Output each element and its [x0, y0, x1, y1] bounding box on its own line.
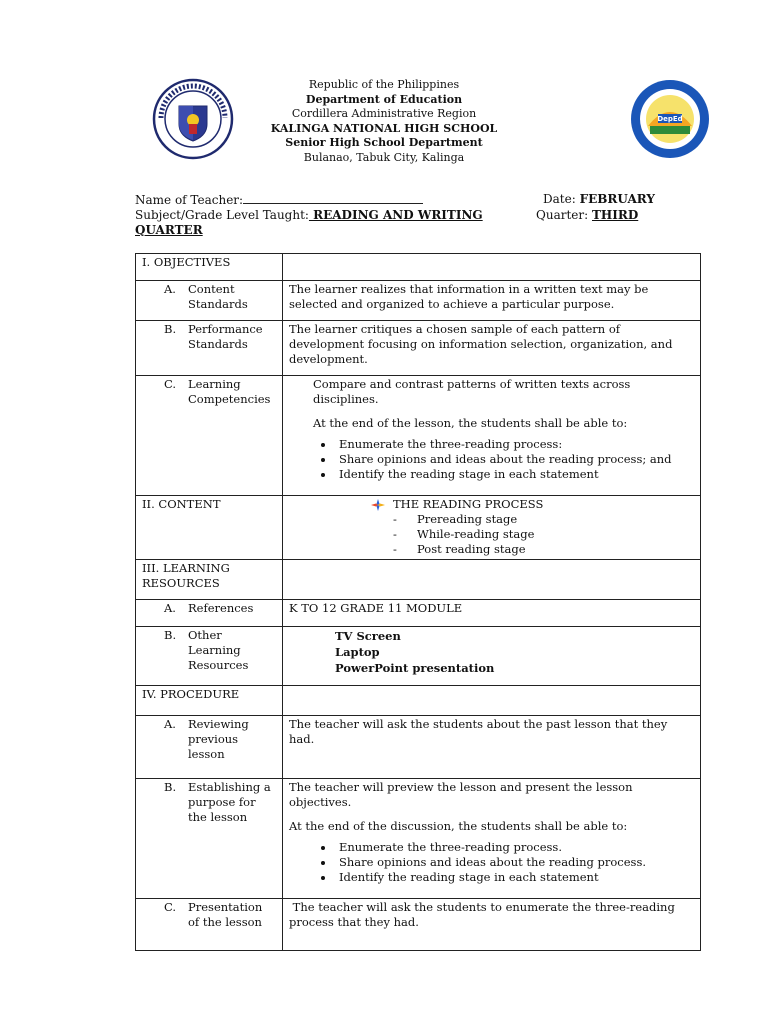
header-region: Cordillera Administrative Region [291, 107, 477, 120]
header-shs-department: Senior High School Department [285, 136, 483, 149]
content-cell [283, 496, 701, 560]
deped-badge-text: DepEd [657, 115, 683, 123]
content-row [136, 496, 701, 560]
references-label: References [188, 601, 254, 615]
performance-standards-row [136, 321, 701, 376]
subject-label: Subject/Grade Level Taught: [135, 208, 309, 222]
learning-competencies-cell [136, 376, 283, 496]
presentation-text: The teacher will ask the students to enumerate the three-reading process that they had. [283, 899, 701, 951]
other-resources-cell [136, 627, 283, 686]
learning-competencies-label: Learning Competencies [188, 377, 271, 406]
objectives-blank [283, 254, 701, 281]
quarter-label: Quarter: [536, 208, 589, 222]
content-standards-text: The learner realizes that information in a written text may be selected and organized to achieve a particular purpose. [283, 281, 701, 321]
list-item: • Enumerate the three-reading process: [335, 437, 694, 452]
quarter-word: QUARTER [135, 223, 203, 237]
subject-value: READING AND WRITING [308, 208, 483, 222]
list-item: PowerPoint presentation [335, 661, 495, 675]
list-item: - Post reading stage [393, 542, 694, 557]
lesson-plan-table [135, 253, 701, 951]
reviewing-cell [136, 716, 283, 779]
purpose-text: The teacher will preview the lesson and present the lesson objectives. [289, 780, 633, 809]
objectives-row [136, 254, 701, 281]
quarter-value: THIRD [592, 208, 639, 222]
header-department: Department of Education [305, 92, 463, 106]
subject-line [135, 208, 483, 222]
learning-resources-row [136, 560, 701, 600]
quarter-line [536, 208, 638, 222]
procedure-heading: IV. PROCEDURE [136, 686, 283, 716]
establishing-purpose-row [136, 779, 701, 899]
learning-resources-blank [283, 560, 701, 600]
content-standards-label: Content Standards [188, 282, 248, 311]
references-cell [136, 600, 283, 627]
competency-list [289, 437, 694, 482]
learning-competencies-row [136, 376, 701, 496]
content-heading: II. CONTENT [136, 496, 283, 560]
references-row [136, 600, 701, 627]
procedure-row [136, 686, 701, 716]
establishing-purpose-label: Establishing a purpose for the lesson [188, 780, 271, 824]
list-item: • Enumerate the three-reading process. [335, 840, 694, 855]
performance-standards-label: Performance Standards [188, 322, 263, 351]
list-item: Laptop [335, 645, 380, 659]
list-item: • Share opinions and ideas about the reading process; and [335, 452, 694, 467]
reviewing-text: The teacher will ask the students about the past lesson that they had. [283, 716, 701, 779]
other-resources-row [136, 627, 701, 686]
presentation-cell [136, 899, 283, 951]
reviewing-label: Reviewing previous lesson [188, 717, 249, 761]
presentation-row [136, 899, 701, 951]
item-letter: A. [164, 717, 176, 731]
reading-stage-list [289, 512, 694, 557]
presentation-label: Presentation of the lesson [188, 900, 263, 929]
compass-star-icon [371, 499, 385, 511]
header-republic: Republic of the Philippines [308, 78, 460, 91]
reviewing-row [136, 716, 701, 779]
purpose-list [289, 840, 694, 885]
performance-standards-text: The learner critiques a chosen sample of each pattern of development focusing on information selection, organization, and development. [283, 321, 701, 376]
establishing-purpose-content [283, 779, 701, 899]
teacher-blank[interactable] [243, 192, 423, 204]
school-seal-logo [620, 78, 720, 160]
content-standards-cell [136, 281, 283, 321]
list-item: - While-reading stage [393, 527, 694, 542]
procedure-blank [283, 686, 701, 716]
date-value: FEBRUARY [579, 192, 655, 206]
purpose-intro: At the end of the discussion, the students shall be able to: [289, 819, 628, 833]
item-letter: A. [164, 282, 176, 296]
item-letter: A. [164, 601, 176, 615]
list-item: TV Screen [335, 629, 401, 643]
objectives-heading: I. OBJECTIVES [136, 254, 283, 281]
content-standards-row [136, 281, 701, 321]
list-item: - Prereading stage [393, 512, 694, 527]
teacher-label: Name of Teacher: [135, 193, 244, 207]
item-letter: B. [164, 780, 177, 794]
competency-intro: At the end of the lesson, the students shall be able to: [313, 416, 628, 430]
list-item: • Share opinions and ideas about the reading process. [335, 855, 694, 870]
learning-resources-heading: III. LEARNING RESOURCES [136, 560, 283, 600]
item-letter: B. [164, 628, 177, 642]
header-school-name: KALINGA NATIONAL HIGH SCHOOL [270, 121, 498, 135]
date-line [543, 192, 655, 206]
learning-competencies-content [283, 376, 701, 496]
item-letter: C. [164, 900, 177, 914]
list-item: • Identify the reading stage in each statement [335, 870, 694, 885]
other-resources-content [283, 627, 701, 686]
performance-standards-cell [136, 321, 283, 376]
item-letter: C. [164, 377, 177, 391]
header-address: Bulanao, Tabuk City, Kalinga [303, 150, 465, 164]
quarter-word-line [135, 223, 203, 237]
references-text: K TO 12 GRADE 11 MODULE [283, 600, 701, 627]
item-letter: B. [164, 322, 177, 336]
content-title: THE READING PROCESS [393, 497, 544, 511]
other-resources-label: Other Learning Resources [188, 628, 249, 672]
establishing-purpose-cell [136, 779, 283, 899]
list-item: • Identify the reading stage in each statement [335, 467, 694, 482]
date-label: Date: [543, 192, 576, 206]
teacher-name-line [135, 192, 423, 207]
competency-text: Compare and contrast patterns of written texts across disciplines. [313, 377, 631, 406]
